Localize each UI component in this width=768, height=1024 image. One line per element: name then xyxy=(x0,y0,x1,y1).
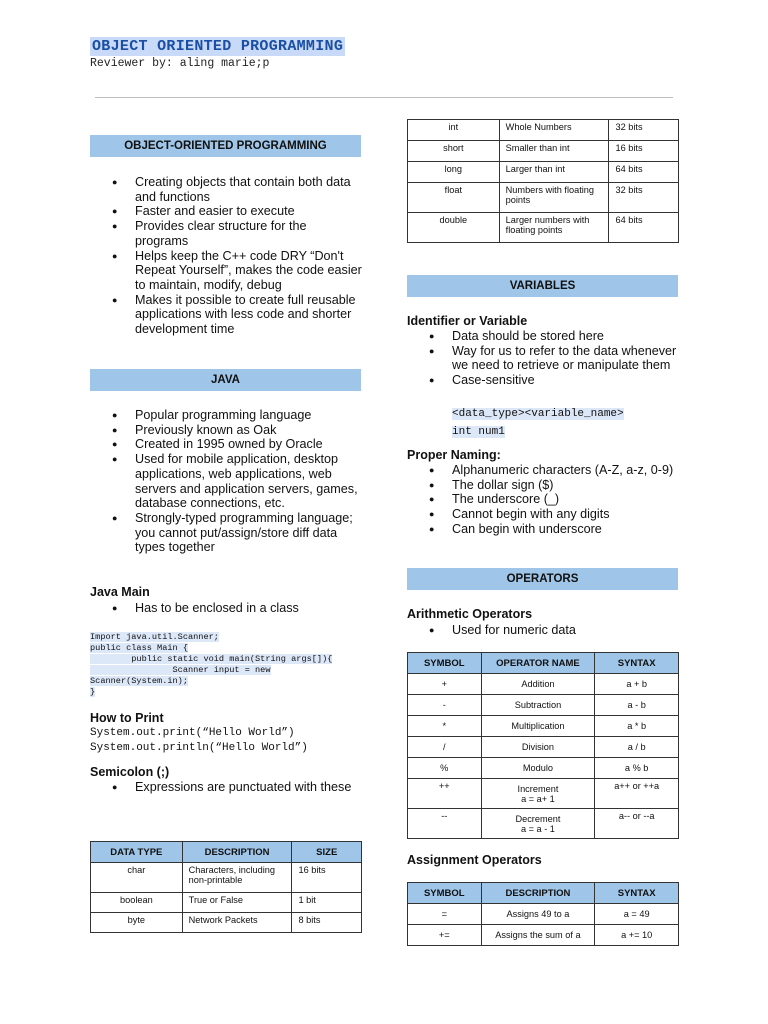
table-cell: short xyxy=(408,141,500,162)
table-cell: / xyxy=(408,737,482,758)
table-cell: a-- or --a xyxy=(595,809,679,839)
column-header: DESCRIPTION xyxy=(481,883,595,904)
list-item: ● Way for us to refer to the data whenever we need to retrieve or manipulate them xyxy=(407,344,679,373)
list-item: ● Alphanumeric characters (A-Z, a-z, 0-9) xyxy=(407,463,679,478)
table-cell: ++ xyxy=(408,779,482,809)
list-item: ● Created in 1995 owned by Oracle xyxy=(90,437,362,452)
table-cell: Modulo xyxy=(481,758,595,779)
table-row xyxy=(408,904,679,925)
table-cell: Addition xyxy=(481,674,595,695)
datatype-table-continued xyxy=(407,119,679,243)
table-row xyxy=(408,758,679,779)
identifier-bullet-list xyxy=(407,329,679,388)
table-cell: Assigns 49 to a xyxy=(481,904,595,925)
column-header: SYMBOL xyxy=(408,883,482,904)
table-cell: Whole Numbers xyxy=(499,120,609,141)
code-line: Import java.util.Scanner; xyxy=(90,632,219,642)
table-cell: += xyxy=(408,925,482,946)
identifier-code xyxy=(452,404,624,440)
arithmetic-operators-table xyxy=(407,652,679,839)
arithmetic-bullet-list xyxy=(407,623,679,638)
table-cell: boolean xyxy=(91,893,183,913)
table-row xyxy=(408,809,679,839)
table-cell: + xyxy=(408,674,482,695)
table-cell: Larger than int xyxy=(499,162,609,183)
list-item: ● Used for numeric data xyxy=(407,623,679,638)
table-cell: 16 bits xyxy=(609,141,679,162)
table-cell: Subtraction xyxy=(481,695,595,716)
code-line: <data_type><variable_name> xyxy=(452,408,624,420)
table-cell: Multiplication xyxy=(481,716,595,737)
list-item: ● Makes it possible to create full reusable applications with less code and shorter development time xyxy=(90,293,362,337)
table-cell: a + b xyxy=(595,674,679,695)
java-bullet-list xyxy=(90,408,362,555)
table-cell: Decrement a = a - 1 xyxy=(481,809,595,839)
table-cell: int xyxy=(408,120,500,141)
header-divider xyxy=(95,97,673,98)
oop-section-banner: OBJECT-ORIENTED PROGRAMMING xyxy=(90,135,361,157)
table-row xyxy=(408,141,679,162)
table-row xyxy=(408,737,679,758)
table-cell: Network Packets xyxy=(182,913,292,933)
table-row xyxy=(408,716,679,737)
how-to-print-code xyxy=(90,726,308,755)
list-item: ● Can begin with underscore xyxy=(407,522,679,537)
table-cell: 64 bits xyxy=(609,162,679,183)
table-cell: char xyxy=(91,863,183,893)
list-item: ● Helps keep the C++ code DRY “Don't Repeat Yourself”, makes the code easier to maintain, modify, debug xyxy=(90,249,362,293)
list-item: ● Used for mobile application, desktop applications, web applications, web servers and application servers, games, database connections, etc. xyxy=(90,452,362,511)
proper-naming-bullet-list xyxy=(407,463,679,537)
table-cell: 16 bits xyxy=(292,863,362,893)
table-cell: Characters, including non-printable xyxy=(182,863,292,893)
table-cell: long xyxy=(408,162,500,183)
list-item: ● Cannot begin with any digits xyxy=(407,507,679,522)
list-item: ● Popular programming language xyxy=(90,408,362,423)
table-row xyxy=(408,120,679,141)
table-cell: a * b xyxy=(595,716,679,737)
table-row xyxy=(408,213,679,243)
table-row xyxy=(91,863,362,893)
code-line: Scanner input = new xyxy=(90,664,271,675)
code-line: public static void main(String args[]){ xyxy=(90,653,333,664)
code-line: System.out.println(“Hello World”) xyxy=(90,741,308,754)
semicolon-heading: Semicolon (;) xyxy=(90,765,170,779)
table-cell: double xyxy=(408,213,500,243)
list-item: ● Provides clear structure for the programs xyxy=(90,219,362,248)
table-row xyxy=(91,893,362,913)
java-main-code-block xyxy=(90,632,332,697)
table-cell: a % b xyxy=(595,758,679,779)
table-row xyxy=(408,674,679,695)
list-item: ● The underscore (_) xyxy=(407,492,679,507)
table-cell: 8 bits xyxy=(292,913,362,933)
column-header: DATA TYPE xyxy=(91,842,183,863)
table-cell: Assigns the sum of a xyxy=(481,925,595,946)
column-header: SYNTAX xyxy=(595,653,679,674)
assignment-operators-table xyxy=(407,882,679,946)
table-cell: 64 bits xyxy=(609,213,679,243)
list-item: ● Expressions are punctuated with these xyxy=(90,780,362,795)
table-cell: a++ or ++a xyxy=(595,779,679,809)
code-line: System.out.print(“Hello World”) xyxy=(90,727,295,739)
table-cell: Numbers with floating points xyxy=(499,183,609,213)
table-header-row xyxy=(408,883,679,904)
column-header: OPERATOR NAME xyxy=(481,653,595,674)
table-header-row xyxy=(91,842,362,863)
proper-naming-heading: Proper Naming: xyxy=(407,448,501,462)
table-cell: 32 bits xyxy=(609,183,679,213)
list-item: ● Has to be enclosed in a class xyxy=(90,601,362,616)
list-item: ● Faster and easier to execute xyxy=(90,204,362,219)
table-row xyxy=(408,183,679,213)
semicolon-bullet-list xyxy=(90,780,362,795)
table-cell: 1 bit xyxy=(292,893,362,913)
table-cell: 32 bits xyxy=(609,120,679,141)
column-header: SYMBOL xyxy=(408,653,482,674)
assignment-operators-heading: Assignment Operators xyxy=(407,853,542,867)
column-header: DESCRIPTION xyxy=(182,842,292,863)
table-cell: Division xyxy=(481,737,595,758)
table-cell: a = 49 xyxy=(595,904,679,925)
page-subtitle: Reviewer by: aling marie;p xyxy=(90,57,270,70)
code-line: int num1 xyxy=(452,426,505,438)
table-row xyxy=(408,925,679,946)
table-cell: True or False xyxy=(182,893,292,913)
table-cell: a / b xyxy=(595,737,679,758)
column-header: SYNTAX xyxy=(595,883,679,904)
oop-bullet-list xyxy=(90,175,362,337)
table-cell: a += 10 xyxy=(595,925,679,946)
table-row xyxy=(408,162,679,183)
page-title: OBJECT ORIENTED PROGRAMMING xyxy=(92,38,344,55)
list-item: ● Data should be stored here xyxy=(407,329,679,344)
table-cell: * xyxy=(408,716,482,737)
list-item: ● Creating objects that contain both data and functions xyxy=(90,175,362,204)
list-item: ● Strongly-typed programming language; you cannot put/assign/store diff data types together xyxy=(90,511,362,555)
table-cell: % xyxy=(408,758,482,779)
code-line: public class Main { xyxy=(90,642,188,653)
table-cell: a - b xyxy=(595,695,679,716)
list-item: ● Case-sensitive xyxy=(407,373,679,388)
table-cell: float xyxy=(408,183,500,213)
identifier-heading: Identifier or Variable xyxy=(407,314,528,328)
table-cell: -- xyxy=(408,809,482,839)
table-header-row xyxy=(408,653,679,674)
table-cell: byte xyxy=(91,913,183,933)
table-cell: Smaller than int xyxy=(499,141,609,162)
list-item: ● Previously known as Oak xyxy=(90,423,362,438)
java-main-bullet-list xyxy=(90,601,362,616)
variables-section-banner: VARIABLES xyxy=(407,275,678,297)
code-line: } xyxy=(90,686,96,697)
operators-section-banner: OPERATORS xyxy=(407,568,678,590)
table-row xyxy=(91,913,362,933)
list-item: ● The dollar sign ($) xyxy=(407,478,679,493)
java-section-banner: JAVA xyxy=(90,369,361,391)
arithmetic-operators-heading: Arithmetic Operators xyxy=(407,607,533,621)
java-main-heading: Java Main xyxy=(90,585,150,599)
table-row xyxy=(408,779,679,809)
table-row xyxy=(408,695,679,716)
how-to-print-heading: How to Print xyxy=(90,711,164,725)
code-line: Scanner(System.in); xyxy=(90,675,188,686)
table-cell: = xyxy=(408,904,482,925)
table-cell: Larger numbers with floating points xyxy=(499,213,609,243)
column-header: SIZE xyxy=(292,842,362,863)
table-cell: - xyxy=(408,695,482,716)
datatype-table xyxy=(90,841,362,933)
table-cell: Increment a = a+ 1 xyxy=(481,779,595,809)
